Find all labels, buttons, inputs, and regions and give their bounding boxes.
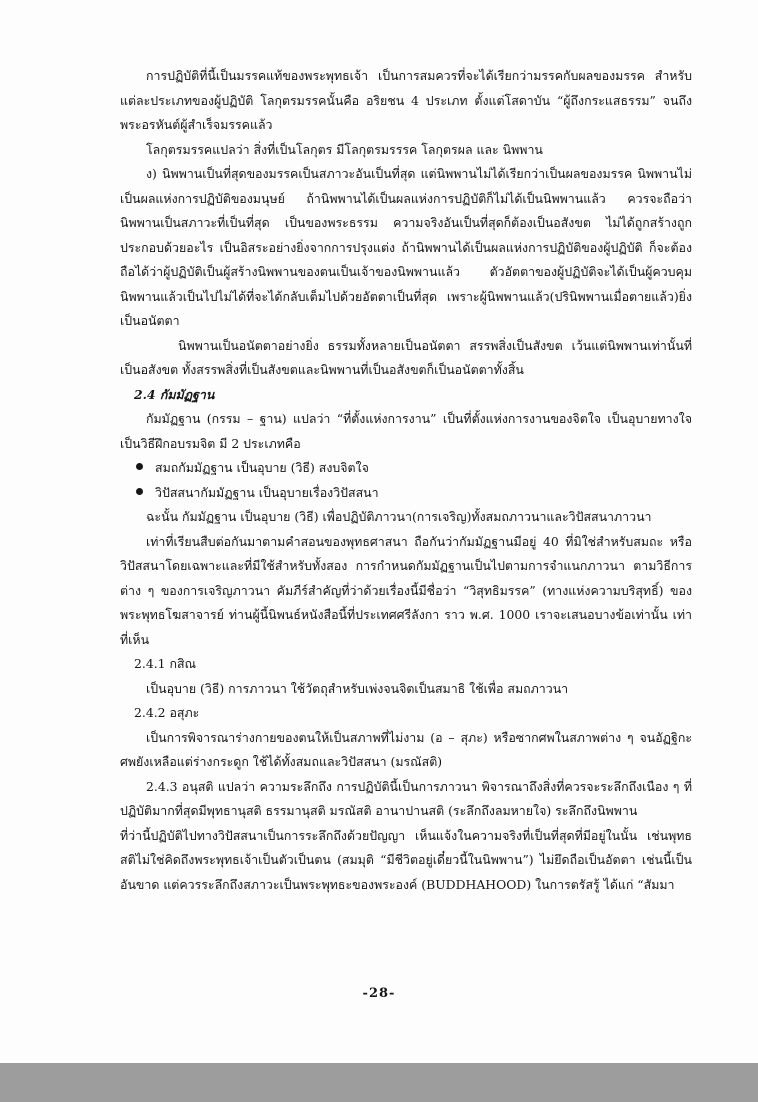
paragraph-kammatthana-summary: ฉะนั้น กัมมัฏฐาน เป็นอุบาย (วิธี) เพื่อปฏิบัติภาวนา(การเจริญ)ทั้งสมถภาวนาและวิปัสสนาภาวนา [146,509,652,524]
bullet-item-vipassana [120,481,692,506]
paragraph-kasina: เป็นอุบาย (วิธี) การภาวนา ใช้วัตถุสำหรับเพ่งจนจิตเป็นสมาธิ ใช้เพื่อ สมถภาวนา [146,680,569,696]
subsection-heading-kasina: 2.4.1 กสิณ [134,656,197,671]
scan-bottom-band [0,1063,758,1102]
paragraph-anatta: นิพพานเป็นอนัตตาอย่างยิ่ง ธรรมทั้งหลายเป็นอนัตตา สรรพสิ่งเป็นสังขต เว้นแต่นิพพานเท่านั้นที่เป็นอสังขต ทั้งสรรพสิ่งที่เป็นสังขตและนิพพานที่เป็นอสังขตก็เป็นอนัตตาทั้งสิ้น [120,337,692,377]
paragraph-anussati-continuation: ที่ว่านี้ปฏิบัติไปทางวิปัสสนาเป็นการระลึกถึงด้วยปัญญา เห็นแจ้งในความจริงที่เป็นที่สุดที่มีอยู่ในนั้น เช่นพุทธสติไม่ใช่คิดถึงพระพุทธเจ้าเป็นตัวเป็นตน (สมมุติ “มีชีวิตอยู่เดี๋ยวนี้ในนิพพาน”) ไม่ยึดถือเป็นอัตตา เช่นนี้เป็นอันขาด แต่ควรระลึกถึงสภาวะเป็นพระพุทธะของพระองค์ (BUDDHAHOOD) ในการตรัสรู้ ได้แก่ “สัมมา [120,827,692,892]
subsection-heading-asubha: 2.4.2 อสุภะ [134,705,200,720]
bullet-item-samatha [120,456,692,481]
paragraph-lokuttara: โลกุตรมรรคแปลว่า สิ่งที่เป็นโลกุตร มีโลกุตรมรรรค โลกุตรผล และ นิพพาน [146,141,543,157]
page-number: -28- [362,986,396,1001]
bullet-text: วิปัสสนากัมมัฏฐาน เป็นอุบายเรื่องวิปัสสนา [155,484,379,500]
paragraph-anussati: 2.4.3 อนุสติ แปลว่า ความระลึกถึง การปฏิบัตินี้เป็นการภาวนา พิจารณาถึงสิ่งที่ควรจะระลึกถึงเนือง ๆ ที่ปฏิบัติมากที่สุดมีพุทธานุสติ ธรรมานุสติ มรณัสติ อานาปานสติ (ระลึกถึงลมหายใจ) ระลึกถึงนิพพาน [120,778,692,818]
paragraph-magga: การปฏิบัติที่นี้เป็นมรรคแท้ของพระพุทธเจ้า เป็นการสมควรที่จะได้เรียกว่ามรรคกับผลของมรรค สำหรับแต่ละประเภทของผู้ปฏิบัติ โลกุตรมรรคนั้นคือ อริยชน 4 ประเภท ตั้งแต่โสดาบัน “ผู้ถึงกระแสธรรม” จนถึงพระอรหันต์ผู้สำเร็จมรรคแล้ว [120,68,692,132]
paragraph-asubha: เป็นการพิจารณาร่างกายของตนให้เป็นสภาพที่ไม่งาม (อ – สุภะ) หรือซากศพในสภาพต่าง ๆ จนอัฏฐิกะศพยังเหลือแต่ร่างกระดูก ใช้ได้ทั้งสมถและวิปัสสนา (มรณัสติ) [120,729,692,769]
bullet-icon [136,488,143,495]
paragraph-kammatthana-intro: กัมมัฏฐาน (กรรม – ฐาน) แปลว่า “ที่ตั้งแห่งการงาน” เป็นที่ตั้งแห่งการงานของจิตใจ เป็นอุบายทางใจเป็นวิธีฝึกอบรมจิต มี 2 ประเภทคือ [120,411,692,451]
document-body [120,64,692,897]
bullet-text: สมถกัมมัฏฐาน เป็นอุบาย (วิธี) สงบจิตใจ [155,460,369,475]
bullet-icon [136,463,143,470]
paragraph-kammatthana-tradition: เท่าที่เรียนสืบต่อกันมาตามคำสอนของพุทธศาสนา ถือกันว่ากัมมัฏฐานมีอยู่ 40 ที่มิใช่สำหรับสมถะ หรือวิปัสสนาโดยเฉพาะและที่มีใช้สำหรับทั้งสอง การกำหนดกัมมัฏฐานเป็นไปตามการจำแนกภาวนา ตามวิธีการต่าง ๆ ของการเจริญภาวนา คัมภีร์สำคัญที่ว่าด้วยเรื่องนี้มีชื่อว่า “วิสุทธิมรรค” (ทางแห่งความบริสุทธิ์) ของพระพุทธโฆสาจารย์ ท่านผู้นี้นิพนธ์หนังสือนี้ที่ประเทศศรีลังกา ราว พ.ศ. 1000 เราจะเสนอบางข้อเท่านั้น เท่าที่เห็น [120,533,692,647]
paragraph-nibbana: ง) นิพพานเป็นที่สุดของมรรคเป็นสภาวะอันเป็นที่สุด แต่นิพพานไม่ได้เรียกว่าเป็นผลของมรรค นิพพานไม่เป็นผลแห่งการปฏิบัติของมนุษย์ ถ้านิพพานได้เป็นผลแห่งการปฏิบัติก็ไม่ได้เป็นนิพพานแล้ว ควรจะถือว่านิพพานเป็นสภาวะที่เป็นที่สุด เป็นของพระธรรม ความจริงอันเป็นที่สุดก็ต้องเป็นอสังขต ไม่ได้ถูกสร้างถูกประกอบด้วยอะไร เป็นอิสระอย่างยิ่งจากการปรุงแต่ง ถ้านิพพานได้เป็นผลแห่งการปฏิบัติของผู้ปฏิบัติ ก็จะต้องถือได้ว่าผู้ปฏิบัติเป็นผู้สร้างนิพพานของตนเป็นเจ้าของนิพพานแล้ว ตัวอัตตาของผู้ปฏิบัติจะได้เป็นผู้ควบคุมนิพพานแล้วเป็นไปไม่ได้ที่จะได้กลับเต็มไปด้วยอัตตาเป็นที่สุด เพราะผู้นิพพานแล้ว(ปรินิพพานเมื่อตายแล้ว)ยิ่งเป็นอนัตตา [120,166,692,328]
section-heading-kammatthana: 2.4 กัมมัฏฐาน [134,386,215,402]
